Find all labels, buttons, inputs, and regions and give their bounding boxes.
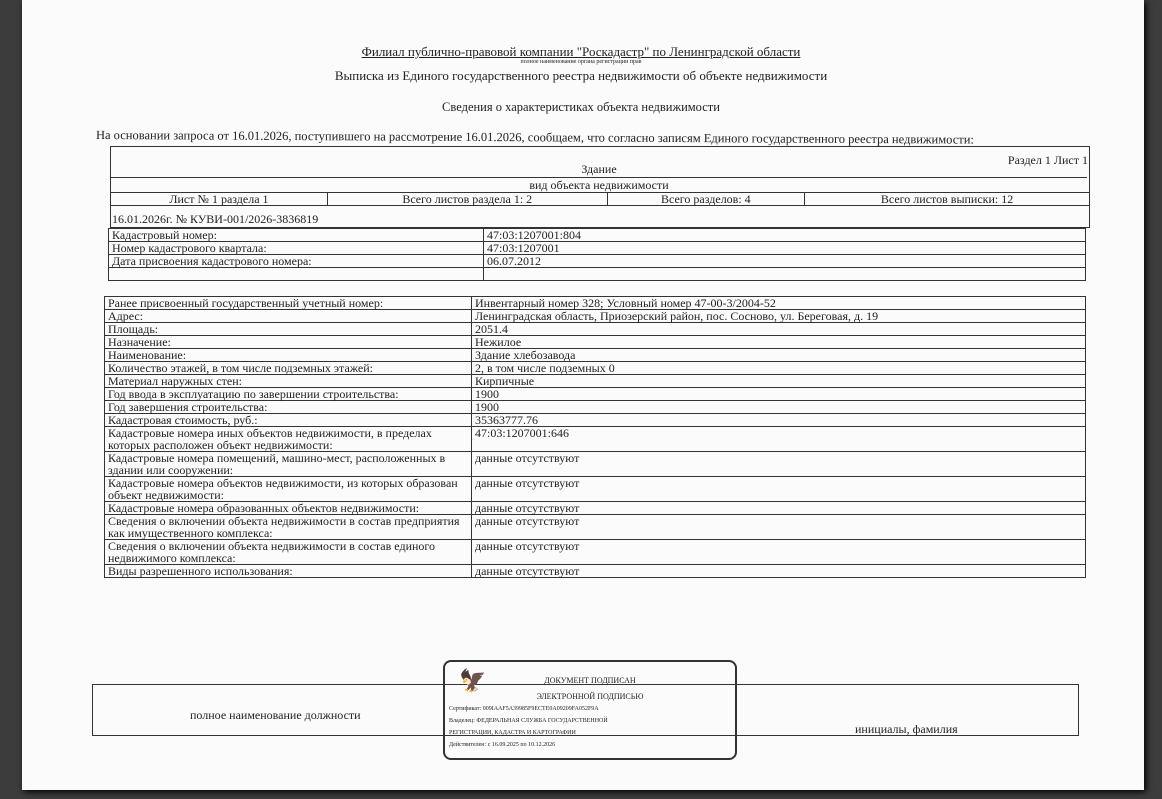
- row-value: Ленинградская область, Приозерский район, пос. Сосново, ул. Береговая, д. 19: [472, 310, 1086, 323]
- table-row: [105, 401, 1086, 414]
- row-label: Назначение:: [105, 336, 472, 349]
- row-value: данные отсутствуют: [472, 565, 1086, 578]
- org-caption: полное наименование органа регистрации прав: [520, 59, 642, 65]
- row-value: 1900: [472, 401, 1086, 414]
- table-row: [105, 502, 1086, 515]
- row-label: Кадастровые номера образованных объектов недвижимости:: [105, 502, 472, 515]
- table-row: [105, 414, 1086, 427]
- sections-total: Всего разделов: 4: [607, 193, 805, 206]
- row-label: Виды разрешенного использования:: [105, 565, 472, 578]
- table-row: [105, 515, 1086, 540]
- row-value: Инвентарный номер 328; Условный номер 47-00-3/2004-52: [472, 297, 1086, 310]
- stamp-owner-2: РЕГИСТРАЦИИ, КАДАСТРА И КАРТОГРАФИИ: [449, 730, 576, 736]
- document-subtitle: Сведения о характеристиках объекта недвижимости: [442, 100, 720, 114]
- main-info-table: [108, 228, 1086, 281]
- table-row: [105, 388, 1086, 401]
- row-value: данные отсутствуют: [472, 540, 1086, 565]
- name-caption: инициалы, фамилия: [855, 722, 958, 736]
- row-label: Материал наружных стен:: [105, 375, 472, 388]
- table-row: [105, 427, 1086, 452]
- row-label: Ранее присвоенный государственный учетный номер:: [105, 297, 472, 310]
- row-value: 1900: [472, 388, 1086, 401]
- row-value: Нежилое: [472, 336, 1086, 349]
- row-label: Кадастровые номера иных объектов недвижимости, в пределах которых расположен объект недвижимости:: [105, 427, 472, 452]
- row-value: данные отсутствуют: [472, 452, 1086, 477]
- document-title: Выписка из Единого государственного реестра недвижимости об объекте недвижимости: [334, 68, 828, 83]
- row-label: Кадастровые номера помещений, машино-мест, расположенных в здании или сооружении:: [105, 452, 472, 477]
- row-value: 47:03:1207001: [484, 242, 1086, 255]
- row-value: 47:03:1207001:646: [472, 427, 1086, 452]
- document-number: 16.01.2026г. № КУВИ-001/2026-3836819: [112, 212, 319, 226]
- stamp-line-2: ЭЛЕКТРОННОЙ ПОДПИСЬЮ: [536, 692, 644, 701]
- row-label: Площадь:: [105, 323, 472, 336]
- row-label: Сведения о включении объекта недвижимости в состав единого недвижимого комплекса:: [105, 540, 472, 565]
- stamp-owner-1: Владелец: ФЕДЕРАЛЬНАЯ СЛУЖБА ГОСУДАРСТВЕННОЙ: [449, 718, 608, 724]
- object-type-caption: вид объекта недвижимости: [529, 178, 669, 192]
- stamp-line-1: ДОКУМЕНТ ПОДПИСАН: [544, 676, 636, 685]
- row-label: Кадастровый номер:: [109, 229, 484, 242]
- row-value: 2, в том числе подземных 0: [472, 362, 1086, 375]
- row-label: Год завершения строительства:: [105, 401, 472, 414]
- row-value: Кирпичные: [472, 375, 1086, 388]
- stamp-validity: Действителен: с 16.09.2025 по 10.12.2026: [449, 742, 556, 748]
- table-row: [105, 323, 1086, 336]
- electronic-signature-stamp: [443, 660, 737, 760]
- table-row: [105, 310, 1086, 323]
- table-row: [109, 242, 1086, 255]
- coat-of-arms-icon: 🦅: [459, 668, 487, 693]
- position-caption: полное наименование должности: [190, 708, 361, 722]
- table-row: [109, 255, 1086, 268]
- row-label: Наименование:: [105, 349, 472, 362]
- table-row: [105, 375, 1086, 388]
- stamp-certificate: Сертификат: 009IAAF5A39985F9ECTE0A09209FA052F9A: [449, 706, 599, 712]
- section-label: Раздел 1 Лист 1: [1007, 153, 1088, 167]
- row-value: данные отсутствуют: [472, 502, 1086, 515]
- org-name: Филиал публично-правовой компании "Роскадастр" по Ленинградской области: [361, 44, 801, 59]
- row-label: Адрес:: [105, 310, 472, 323]
- table-row: [105, 565, 1086, 578]
- table-row: [105, 477, 1086, 502]
- row-value: 35363777.76: [472, 414, 1086, 427]
- row-value: 2051.4: [472, 323, 1086, 336]
- row-value: данные отсутствуют: [472, 477, 1086, 502]
- table-row: [109, 229, 1086, 242]
- row-value: данные отсутствуют: [472, 515, 1086, 540]
- row-label: Количество этажей, в том числе подземных этажей:: [105, 362, 472, 375]
- table-row: [105, 349, 1086, 362]
- row-value: Здание хлебозавода: [472, 349, 1086, 362]
- table-row: [105, 362, 1086, 375]
- row-label: Дата присвоения кадастрового номера:: [109, 255, 484, 268]
- row-label: Кадастровые номера объектов недвижимости, из которых образован объект недвижимости:: [105, 477, 472, 502]
- row-label: Номер кадастрового квартала:: [109, 242, 484, 255]
- table-row: [105, 297, 1086, 310]
- table-row: [105, 336, 1086, 349]
- intro-text: На основании запроса от 16.01.2026, поступившего на рассмотрение 16.01.2026, сообщаем, что согласно записям Единого государственного реестра недвижимости:: [95, 128, 974, 147]
- row-label: Год ввода в эксплуатацию по завершении строительства:: [105, 388, 472, 401]
- table-row: [105, 540, 1086, 565]
- sheet-number: Лист № 1 раздела 1: [111, 193, 328, 206]
- table-row: [105, 452, 1086, 477]
- row-value: 47:03:1207001:804: [484, 229, 1086, 242]
- sheet-info-table: [110, 192, 1090, 206]
- object-type: Здание: [111, 162, 1087, 178]
- sheets-in-section: Всего листов раздела 1: 2: [327, 193, 607, 206]
- characteristics-table: [104, 296, 1086, 578]
- row-label: Кадастровая стоимость, руб.:: [105, 414, 472, 427]
- row-value: 06.07.2012: [484, 255, 1086, 268]
- row-label: Сведения о включении объекта недвижимости в состав предприятия как имущественного комплекса:: [105, 515, 472, 540]
- sheets-total: Всего листов выписки: 12: [805, 193, 1090, 206]
